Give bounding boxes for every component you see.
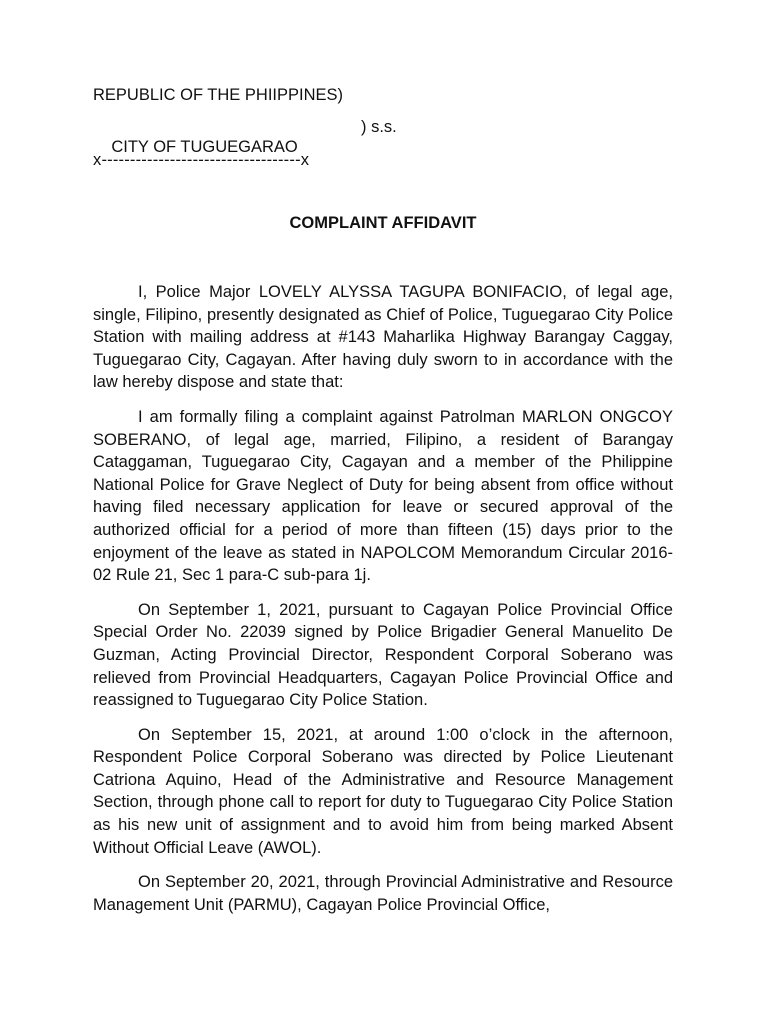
affidavit-body — [93, 281, 673, 928]
paragraph-parmu: On September 20, 2021, through Provincial Administrative and Resource Management Unit (PARMU), Cagayan Police Provincial Office, — [93, 873, 673, 914]
venue-line: REPUBLIC OF THE PHIIPPINES) — [93, 86, 343, 104]
paragraph-directive: On September 15, 2021, at around 1:00 o’clock in the afternoon, Respondent Police Corporal Soberano was directed by Police Lieutenant Catriona Aquino, Head of the Administrative and Resource Management Section, through phone call to report for duty to Tuguegarao City Police Station as his new unit of assignment and to avoid him from being marked Absent Without Official Leave (AWOL). — [93, 725, 673, 857]
paragraph-complaint: I am formally filing a complaint against Patrolman MARLON ONGCOY SOBERANO, of legal age, married, Filipino, a resident of Barangay Cataggaman, Tuguegarao City, Cagayan and a member of the Philippine National Police for Grave Neglect of Duty for being absent from office without having filed necessary application for leave or secured approval of the authorized official for a period of more than fifteen (15) days prior to the enjoyment of the leave as stated in NAPOLCOM Memorandum Circular 2016-02 Rule 21, Sec 1 para-C sub-para 1j. — [93, 407, 673, 585]
ss-marker: ) s.s. — [361, 118, 397, 136]
city-name: CITY OF TUGUEGARAO — [111, 138, 298, 156]
paragraph-reassignment: On September 1, 2021, pursuant to Cagayan Police Provincial Office Special Order No. 22039 signed by Police Brigadier General Manuelito De Guzman, Acting Provincial Director, Respondent Corporal Soberano was relieved from Provincial Headquarters, Cagayan Police Provincial Office and reassigned to Tuguegarao City Police Station. — [93, 600, 673, 710]
document-title: COMPLAINT AFFIDAVIT — [289, 214, 477, 232]
caption-divider: x-----------------------------------x — [93, 151, 310, 169]
paragraph-affiant-intro: I, Police Major LOVELY ALYSSA TAGUPA BONIFACIO, of legal age, single, Filipino, presently designated as Chief of Police, Tuguegarao City Police Station with mailing address at #143 Maharlika Highway Barangay Caggay, Tuguegarao City, Cagayan. After having duly sworn to in accordance with the law hereby dispose and state that: — [93, 283, 673, 392]
